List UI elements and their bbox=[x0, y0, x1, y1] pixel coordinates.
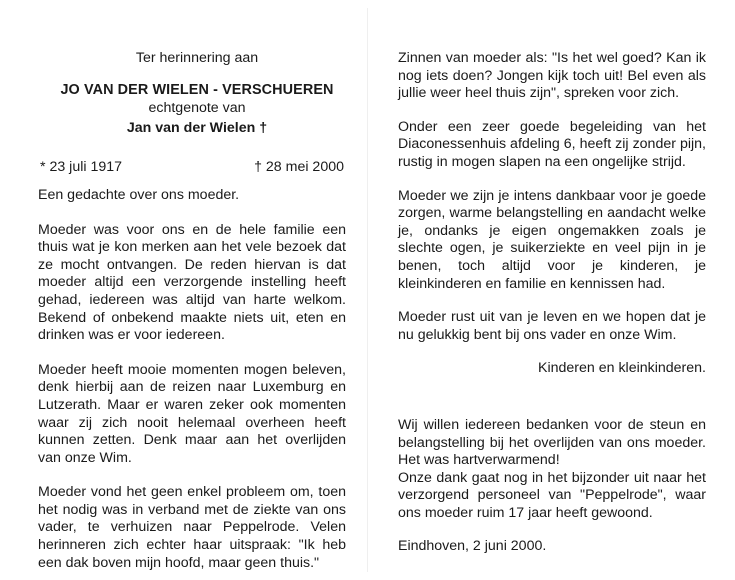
place-date: Eindhoven, 2 juni 2000. bbox=[398, 538, 547, 555]
paragraph-gratitude: Moeder we zijn je intens dankbaar voor je goede zorgen, warme belangstelling en aandacht welke je, ondanks je eigen ongemakken zoals je slechte ogen, je suikerziekte en veel pijn in je benen, toch altijd voor je kinderen, je kleinkinderen en familie en kennissen had. bbox=[398, 187, 706, 292]
paragraph-hospital: Onder een zeer goede begeleiding van het Diaconessenhuis afdeling 6, heeft zij zonder pijn, rustig in mogen slapen na een ongelijke strijd. bbox=[398, 118, 706, 170]
paragraph-peppelrode: Moeder vond het geen enkel probleem om, toen het nodig was in verband met de ziekte van ons vader, te verhuizen naar Peppelrode. Velen herinneren zich echter haar uitspraak: "Ik heb een dak boven mijn hoofd, maar geen thuis." bbox=[38, 484, 346, 571]
signature: Kinderen en kleinkinderen. bbox=[538, 360, 706, 377]
deceased-name: JO VAN DER WIELEN - VERSCHUEREN bbox=[60, 81, 334, 98]
thanks-paragraph: Wij willen iedereen bedanken voor de steun en belangstelling bij het overlijden van ons moeder. Het was hartverwarmend! bbox=[398, 416, 706, 469]
spouse-name: Jan van der Wielen † bbox=[126, 119, 268, 136]
spouse-label: echtgenote van bbox=[148, 100, 246, 117]
paragraph-family-home: Moeder was voor ons en de hele familie een thuis wat je kon merken aan het vele bezoek dat ze mocht ontvangen. De reden hiervan is dat moeder altijd een verzorgende instelling heeft gehad, iedereen was altijd van harte welkom. Bekend of onbekend maakte niets uit, eten en drinken was er voor iedereen. bbox=[38, 221, 346, 344]
right-page bbox=[398, 50, 706, 556]
paragraph-rest: Moeder rust uit van je leven en we hopen dat je nu gelukkig bent bij ons vader en onze Wim. bbox=[398, 309, 706, 343]
thanks-paragraph-2: Onze dank gaat nog in het bijzonder uit naar het verzorgend personeel van "Peppelrode", waar ons moeder ruim 17 jaar heeft gewoond. bbox=[398, 469, 706, 521]
life-dates bbox=[38, 159, 346, 177]
fold-line bbox=[367, 8, 368, 572]
paragraph-mother-quotes: Zinnen van moeder als: "Is het wel goed? Kan ik nog iets doen? Jongen kijk toch uit! Bel even als jullie weer heel thuis zijn", spreken voor zich. bbox=[398, 50, 706, 102]
paragraph-moments: Moeder heeft mooie momenten mogen beleven, denk hierbij aan de reizen naar Luxemburg en Lutzerath. Maar er waren zeker ook momenten waar zij zich nooit helemaal overheen heeft kunnen zetten. Denk maar aan het overlijden van onze Wim. bbox=[38, 361, 346, 466]
death-date: † 28 mei 2000 bbox=[254, 159, 344, 176]
left-page bbox=[38, 50, 346, 572]
paragraph-intro: Een gedachte over ons moeder. bbox=[38, 186, 240, 203]
intro-text: Ter herinnering aan bbox=[135, 50, 259, 66]
birth-date: * 23 juli 1917 bbox=[40, 159, 123, 176]
